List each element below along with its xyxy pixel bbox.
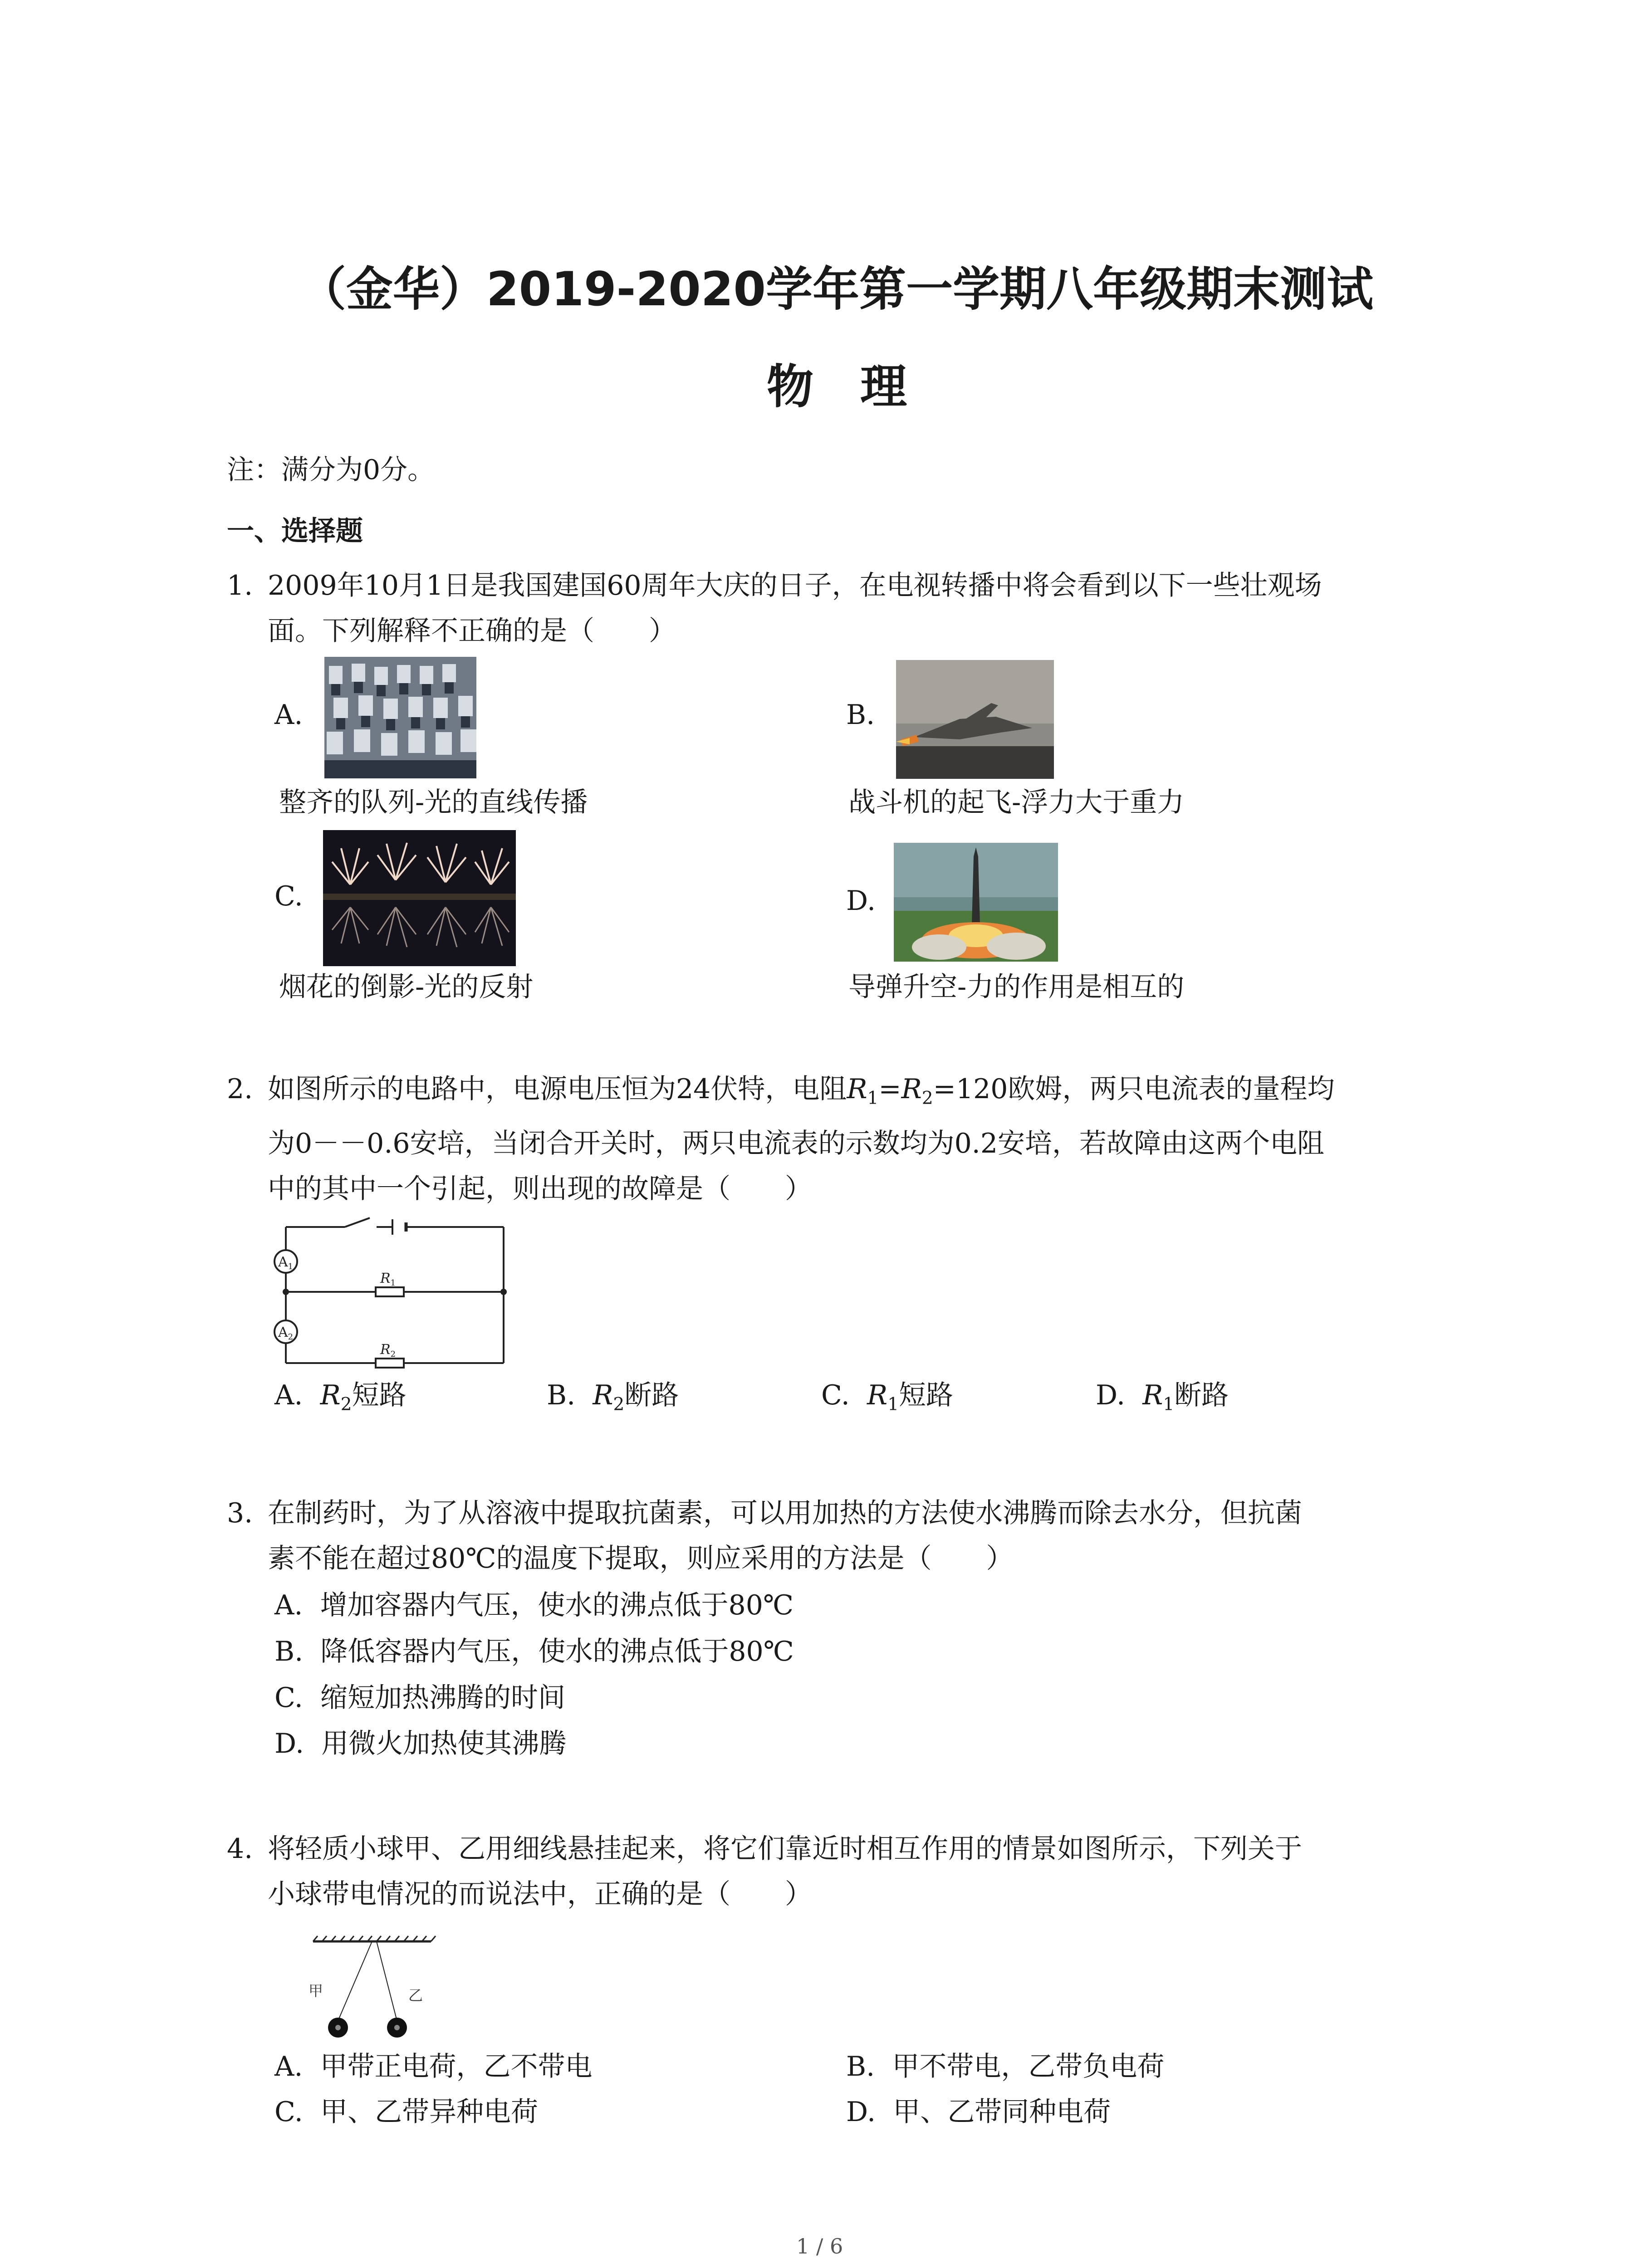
answer-option[interactable] <box>274 1379 407 1421</box>
subscript: 1 <box>867 1088 879 1109</box>
subscript: 2 <box>613 1394 625 1415</box>
answer-option[interactable] <box>274 1635 794 1668</box>
subscript: 1 <box>1163 1394 1175 1415</box>
question-text: 面。下列解释不正确的是（ ） <box>268 615 676 647</box>
question-number: 3. <box>227 1497 253 1529</box>
ball-label-left: 甲 <box>309 1982 323 1999</box>
subscript: 1 <box>887 1394 899 1415</box>
question-text: 小球带电情况的而说法中，正确的是（ ） <box>268 1878 812 1910</box>
question-number: 1. <box>227 570 253 601</box>
ball-label-right: 乙 <box>408 1987 423 2004</box>
resistor-symbol: R <box>593 1379 613 1411</box>
option-text: 甲不带电，乙带负电荷 <box>892 2051 1165 2082</box>
question-text: 素不能在超过80℃的温度下提取，则应采用的方法是（ ） <box>268 1543 1014 1574</box>
option-letter: D. <box>274 1728 304 1760</box>
page-title: （金华）2019-2020学年第一学期八年级期末测试 <box>299 262 1374 317</box>
resistor-symbol: R <box>867 1379 888 1411</box>
option-letter: A. <box>274 1379 303 1411</box>
pendulum-figure <box>299 1932 449 2043</box>
resistor-label: $R_2$ <box>380 1342 396 1359</box>
option-text: 增加容器内气压，使水的沸点低于80℃ <box>320 1589 794 1621</box>
question-number: 2. <box>227 1073 253 1105</box>
option-caption: 整齐的队列-光的直线传播 <box>279 787 588 818</box>
question-text: 为0－－0.6安培，当闭合开关时，两只电流表的示数均为0.2安培，若故障由这两个电阻 <box>268 1128 1325 1159</box>
option-caption: 烟花的倒影-光的反射 <box>279 971 534 1003</box>
option-text: 短路 <box>899 1379 954 1411</box>
answer-option[interactable] <box>547 1379 679 1421</box>
question-text <box>268 1073 1334 1115</box>
answer-option[interactable] <box>274 2050 593 2083</box>
option-letter[interactable]: D. <box>846 885 876 917</box>
option-letter[interactable]: C. <box>274 880 303 912</box>
option-letter: C. <box>821 1379 850 1411</box>
resistor-symbol: R <box>320 1379 341 1411</box>
page-number: 1 / 6 <box>796 2234 843 2258</box>
circuit-diagram <box>259 1216 513 1379</box>
text-segment: 如图所示的电路中，电源电压恒为24伏特，电阻 <box>268 1073 847 1105</box>
ammeter-label: $A_2$ <box>278 1325 294 1342</box>
option-letter: A. <box>274 2051 303 2082</box>
answer-option[interactable] <box>274 2096 538 2128</box>
option-text: 断路 <box>1174 1379 1229 1411</box>
answer-option[interactable] <box>846 2050 1164 2083</box>
text-segment: =120欧姆，两只电流表的量程均 <box>933 1073 1335 1105</box>
option-letter: D. <box>846 2096 876 2128</box>
question-text: 中的其中一个引起，则出现的故障是（ ） <box>268 1173 812 1205</box>
option-caption: 战斗机的起飞-浮力大于重力 <box>848 787 1185 818</box>
subscript: 2 <box>921 1088 933 1109</box>
answer-option[interactable] <box>821 1379 953 1421</box>
resistor-symbol: R <box>1142 1379 1163 1411</box>
subject-title: 物 理 <box>767 360 907 414</box>
resistor-symbol: R <box>901 1073 922 1105</box>
option-text: 短路 <box>352 1379 407 1411</box>
ammeter-label: $A_1$ <box>278 1254 294 1271</box>
section-heading: 一、选择题 <box>227 515 363 547</box>
option-letter: A. <box>274 1589 303 1621</box>
score-note: 注：满分为0分。 <box>227 454 435 486</box>
option-text: 用微火加热使其沸腾 <box>321 1728 567 1760</box>
missile-photo <box>894 843 1058 962</box>
answer-option[interactable] <box>1096 1379 1229 1421</box>
option-text: 断路 <box>624 1379 679 1411</box>
answer-option[interactable] <box>274 1681 565 1714</box>
option-text: 缩短加热沸腾的时间 <box>320 1682 565 1714</box>
option-letter: B. <box>274 1636 304 1667</box>
question-text: 在制药时，为了从溶液中提取抗菌素，可以用加热的方法使水沸腾而除去水分，但抗菌 <box>268 1497 1302 1529</box>
question-number: 4. <box>227 1833 253 1865</box>
option-letter: B. <box>846 2051 875 2082</box>
resistor-label: $R_1$ <box>380 1271 396 1288</box>
option-text: 甲带正电荷，乙不带电 <box>320 2051 593 2082</box>
option-text: 甲、乙带异种电荷 <box>320 2096 538 2128</box>
fighter-jet-photo <box>896 660 1054 779</box>
option-letter: D. <box>1096 1379 1126 1411</box>
option-text: 降低容器内气压，使水的沸点低于80℃ <box>320 1636 794 1667</box>
answer-option[interactable] <box>274 1589 794 1622</box>
option-letter: C. <box>274 1682 303 1714</box>
option-caption: 导弹升空-力的作用是相互的 <box>848 971 1185 1003</box>
option-text: 甲、乙带同种电荷 <box>893 2096 1111 2128</box>
fireworks-photo <box>323 830 516 966</box>
answer-option[interactable] <box>846 2096 1111 2128</box>
resistor-symbol: R <box>847 1073 867 1105</box>
option-letter: B. <box>547 1379 576 1411</box>
option-letter: C. <box>274 2096 303 2128</box>
question-text: 将轻质小球甲、乙用细线悬挂起来，将它们靠近时相互作用的情景如图所示，下列关于 <box>268 1833 1302 1865</box>
subscript: 2 <box>340 1394 352 1415</box>
option-letter[interactable]: A. <box>274 699 303 731</box>
answer-option[interactable] <box>274 1727 566 1760</box>
soldiers-photo <box>324 657 476 778</box>
question-text: 2009年10月1日是我国建国60周年大庆的日子，在电视转播中将会看到以下一些壮观场 <box>268 570 1322 601</box>
equals-sign: = <box>878 1073 901 1105</box>
option-letter[interactable]: B. <box>846 699 875 731</box>
